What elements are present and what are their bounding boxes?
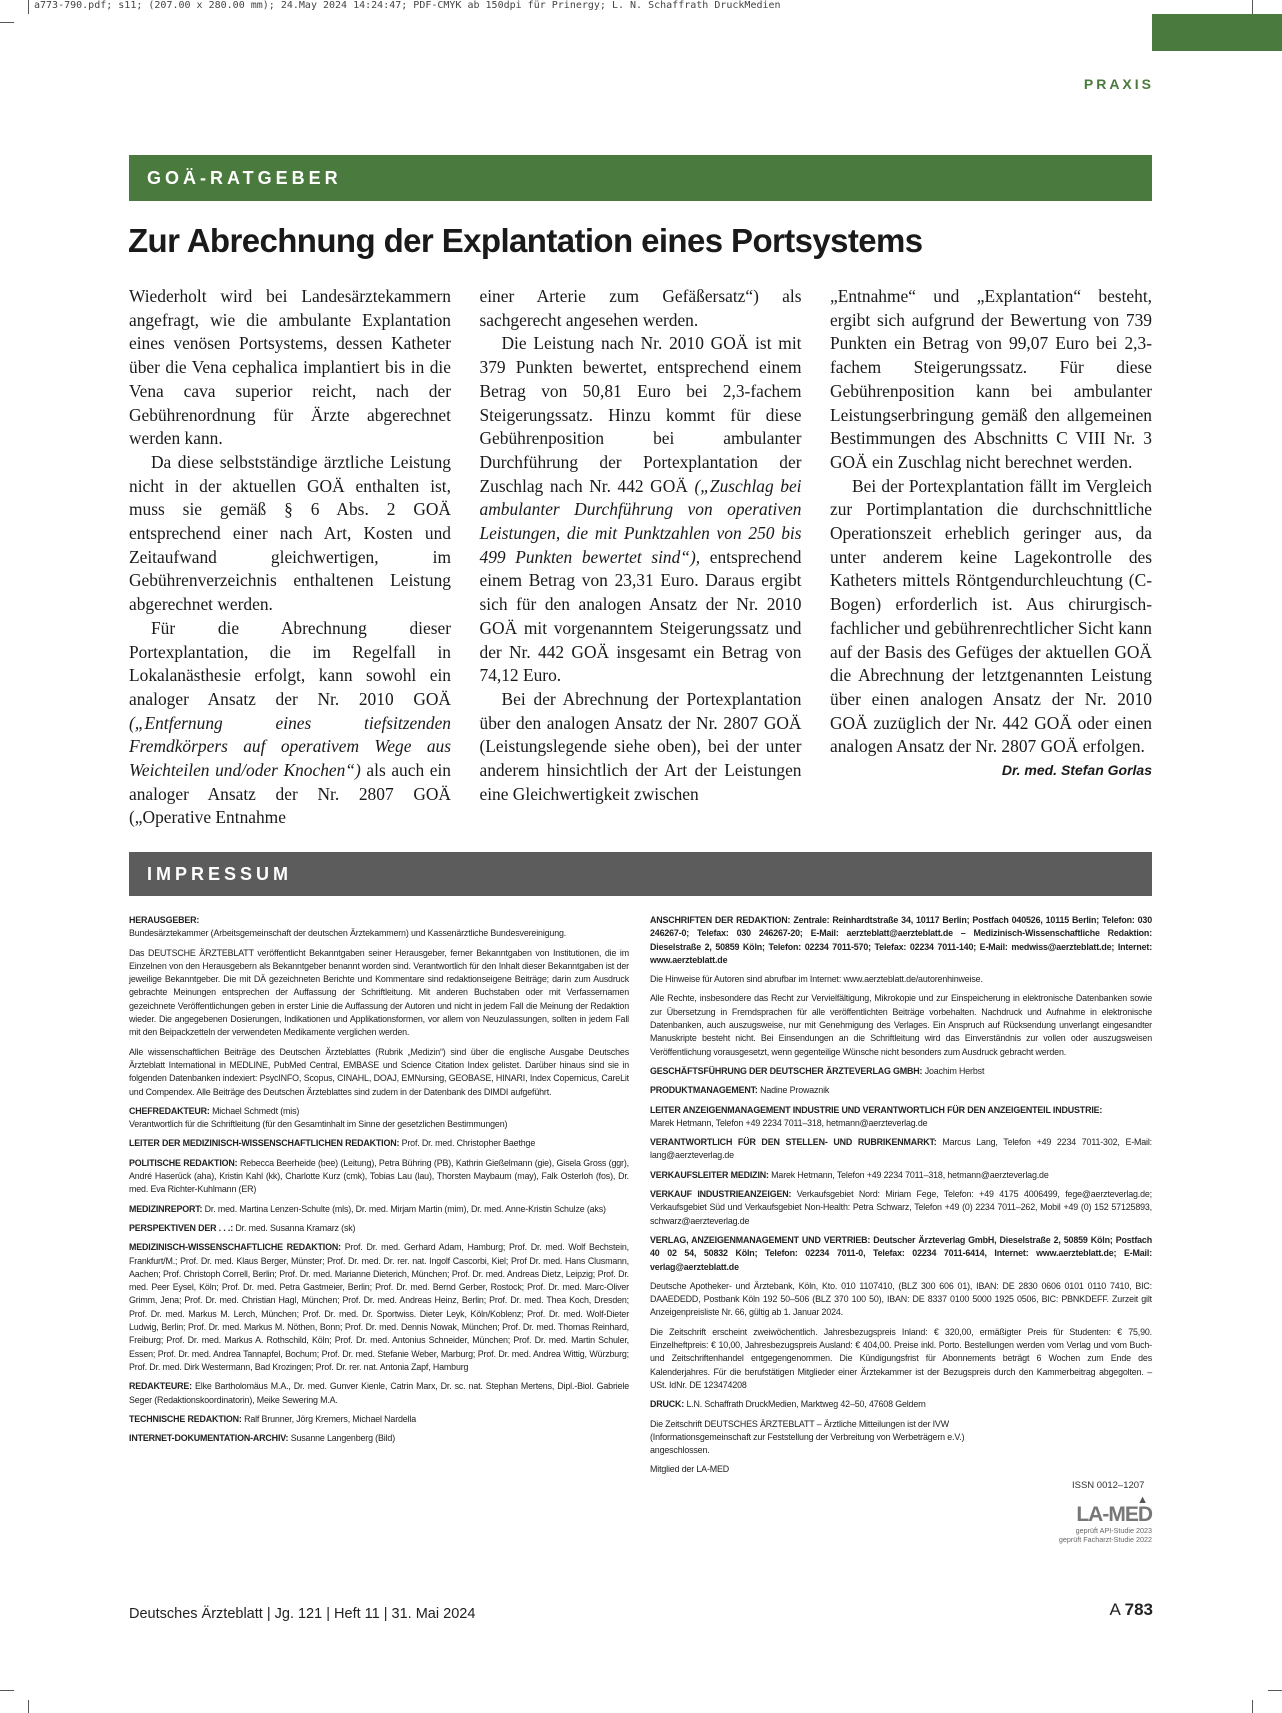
paragraph: Da diese selbstständige ärztliche Leistung nicht in der aktuellen GOÄ enthalten ist, muss sie gemäß § 6 Abs. 2 GOÄ entsprechend einer nach Art, Kosten und Zeitaufwand gleichwertigen, im Gebührenverzeichnis enthaltenen Leistung abgerechnet werden. bbox=[129, 451, 451, 615]
issue-date: 31. Mai 2024 bbox=[391, 1606, 476, 1622]
impressum-block bbox=[129, 1380, 629, 1407]
impressum-block: Deutsche Apotheker- und Ärztebank, Köln, Kto. 010 1107410, (BLZ 300 606 01), IBAN: DE 2830 0606 0101 0110 7410, BIC: DAAEDEDD, Postbank Köln 192 50–506 (BLZ 370 100 50), IBAN: DE 8337 0100 5000 1925 0506, BIC: PBNKDEFF. Zurzeit gilt Anzeigenpreisliste Nr. 66, gültig ab 1. Januar 2024. bbox=[650, 1280, 1152, 1318]
impressum-block: Alle wissenschaftlichen Beiträge des Deutschen Ärzteblattes (Rubrik „Medizin“) sind über die englische Ausgabe Deutsches Ärzteblatt International in MEDLINE, PubMed Central, EMBASE und Science Citation Index gelistet. Darüber hinaus sind sie in folgenden Datenbanken indexiert: PsycINFO, Scopus, CINAHL, DOAJ, EMNursing, GEOBASE, HINARI, Index Copernicus, CareLit und Compendex. Alle Beiträge des Deutschen Ärzteblattes sind zudem in der Datenbank des DIMDI aufgeführt. bbox=[129, 1046, 629, 1097]
impressum-text: Verantwortlich für die Schriftleitung (für den Gesamtinhalt im Sinne der gesetzlichen Bestimmungen) bbox=[129, 1119, 508, 1130]
impressum-block bbox=[129, 1241, 629, 1374]
impressum-label: HERAUSGEBER: bbox=[129, 915, 200, 925]
impressum-label: PERSPEKTIVEN DER . . .: bbox=[129, 1222, 234, 1233]
article-column-3 bbox=[830, 285, 1152, 795]
impressum-text: Susanne Langenberg (Bild) bbox=[290, 1433, 395, 1444]
impressum-label: PRODUKTMANAGEMENT: bbox=[650, 1085, 758, 1096]
impressum-text: Ralf Brunner, Jörg Kremers, Michael Nardella bbox=[244, 1413, 417, 1424]
paragraph bbox=[480, 332, 802, 688]
page-prefix: A bbox=[1109, 1600, 1120, 1619]
rubric-banner bbox=[129, 155, 1152, 201]
crop-mark bbox=[0, 1690, 14, 1691]
article-column-1 bbox=[129, 285, 451, 828]
impressum-block bbox=[129, 1413, 629, 1426]
paragraph: einer Arterie zum Gefäßersatz“) als sachgerecht angesehen werden. bbox=[479, 286, 802, 330]
page-number-value: 783 bbox=[1124, 1600, 1153, 1619]
impressum-text: Marek Hetmann, Telefon +49 2234 7011–318, hetmann@aerzteverlag.de bbox=[650, 1117, 928, 1128]
impressum-label: TECHNISCHE REDAKTION: bbox=[129, 1413, 242, 1424]
impressum-label: POLITISCHE REDAKTION: bbox=[129, 1157, 238, 1168]
impressum-block bbox=[650, 1065, 1152, 1078]
impressum-block: VERLAG, ANZEIGENMANAGEMENT UND VERTRIEB: Deutscher Ärzteverlag GmbH, Dieselstraße 2, 50859 Köln; Postfach 40 02 54, 50832 Köln; Telefon: 02234 7011-0, Telefax: 02234 7011-6414, Internet: www.aerzteblatt.de; E-Mail: verlag@aerzteblatt.de bbox=[650, 1234, 1152, 1272]
impressum-label: LEITER ANZEIGENMANAGEMENT INDUSTRIE UND VERANTWORTLICH FÜR DEN ANZEIGENTEIL INDUSTRIE: bbox=[650, 1104, 1103, 1115]
impressum-label: MEDIZINREPORT: bbox=[129, 1203, 203, 1214]
la-med-caption: geprüft API-Studie 2023 bbox=[1075, 1526, 1152, 1535]
impressum-banner bbox=[129, 852, 1152, 896]
journal-name: Deutsches Ärzteblatt bbox=[129, 1606, 263, 1622]
la-med-badge bbox=[1040, 1494, 1152, 1544]
impressum-text: Rebecca Beerheide (bee) (Leitung), Petra Bühring (PB), Kathrin Gießelmann (gie), Gisela Gross (ggr), André Haserück (aha), Kristin Kahl (kk), Charlotte Kurz (cmk), Tobias Lau (lau), Thorsten Maybaum (may), Falk Osterloh (fos), Dr. med. Eva Richter-Kuhlmann (ER) bbox=[129, 1157, 629, 1195]
text-run: Die Leistung nach Nr. 2010 GOÄ ist mit 379 Punkten bewertet, entsprechend einem Betrag von 50,81 Euro bei 2,3-fachem Steigerungssatz. Hinzu kommt für diese Gebührenposition bei ambulanter Durchführung der Portexplantation der Zuschlag nach Nr. 442 GOÄ bbox=[479, 333, 802, 496]
impressum-text: Michael Schmedt (mis) bbox=[212, 1105, 300, 1116]
paragraph: „Entnahme“ und „Explantation“ besteht, ergibt sich aufgrund der Bewertung von 739 Punkten ein Betrag von 99,07 Euro bei 2,3-fachem Steigerungssatz. Für diese Gebührenposition kann bei ambulanter Leistungserbringung gemäß den allgemeinen Bestimmungen des Abschnitts C VIII Nr. 3 GOÄ ein Zuschlag nicht berechnet werden. bbox=[830, 286, 1152, 472]
crop-mark bbox=[1268, 1690, 1282, 1691]
impressum-block bbox=[650, 1398, 1050, 1411]
impressum-label: DRUCK: bbox=[650, 1399, 685, 1410]
impressum-text: Prof. Dr. med. Christopher Baethge bbox=[401, 1138, 536, 1149]
impressum-label: VERKAUFSLEITER MEDIZIN: bbox=[650, 1169, 769, 1180]
impressum-text: Nadine Prowaznik bbox=[760, 1085, 830, 1096]
text-run: Für die Abrechnung dieser Portexplantation, die im Regelfall in Lokalanästhesie erfolgt, kann sowohl ein analoger Ansatz der Nr. 2010 GOÄ bbox=[129, 617, 451, 709]
paragraph: Wiederholt wird bei Landesärztekammern angefragt, wie die ambulante Explantation eines venösen Portsystems, dessen Katheter über die Vena cephalica implantiert bis in die Vena cava superior reicht, nach der Gebührenordnung für Ärzte abgerechnet werden kann. bbox=[129, 286, 451, 449]
impressum-label: LEITER DER MEDIZINISCH-WISSENSCHAFTLICHEN REDAKTION: bbox=[129, 1138, 400, 1149]
page-number bbox=[1109, 1600, 1153, 1620]
impressum-text: L.N. Schaffrath DruckMedien, Marktweg 42–50, 47608 Geldern bbox=[686, 1399, 926, 1410]
impressum-text: Dr. med. Martina Lenzen-Schulte (mls), Dr. med. Mirjam Martin (mim), Dr. med. Anne-Kristin Schulze (aks) bbox=[204, 1203, 606, 1214]
impressum-text: Bundesärztekammer (Arbeitsgemeinschaft der deutschen Ärztekammern) und Kassenärztliche Bundesvereinigung. bbox=[129, 928, 567, 939]
impressum-block bbox=[129, 1137, 629, 1150]
impressum-left-column bbox=[129, 914, 629, 1451]
impressum-block bbox=[129, 1432, 629, 1445]
impressum-block: Alle Rechte, insbesondere das Recht zur Vervielfältigung, Mikrokopie und zur Einspeicherung in elektronische Datenbanken sowie zur Übersetzung in Fremdsprachen für alle veröffentlichten Beiträge vorbehalten. Nachdruck und Aufnahme in elektronische Datenbanken, auch auszugsweise, nur mit Genehmigung des Verlages. Ein Anspruch auf Rücksendung unverlangt eingesandter Manuskripte besteht nicht. Bei Einsendungen an die Schriftleitung wird das Einverständnis zur vollen oder auszugsweisen Veröffentlichung vorausgesetzt, wenn gegenteilige Wünsche nicht besonders zum Ausdruck gebracht werden. bbox=[650, 993, 1152, 1057]
crop-mark bbox=[0, 22, 14, 23]
impressum-label: VERANTWORTLICH FÜR DEN STELLEN- UND RUBRIKENMARKT: bbox=[650, 1137, 937, 1148]
impressum-block: Die Zeitschrift DEUTSCHES ÄRZTEBLATT – Ärztliche Mitteilungen ist der IVW (Informationsgemeinschaft zur Feststellung der Verbreitung von Werbeträgern e.V.) angeschlossen. bbox=[650, 1418, 965, 1456]
impressum-block bbox=[129, 1105, 629, 1132]
impressum-block: Mitglied der LA-MED bbox=[650, 1464, 730, 1475]
issue: Heft 11 bbox=[334, 1606, 380, 1622]
section-label: PRAXIS bbox=[1083, 76, 1154, 92]
impressum-block: Das DEUTSCHE ÄRZTEBLATT veröffentlicht Bekanntgaben seiner Herausgeber, ferner Bekanntgaben von Institutionen, die im Einzelnen von den Herausgebern als Bekanntgeber benannt worden sind. Verantwortlich für den Inhalt dieser Bekanntgaben ist der jeweilige Bekanntgeber. Die mit DÄ gezeichneten Berichte und Kommentare sind redaktionseigene Beiträge; darin zum Ausdruck gebrachte Meinungen entsprechen der Auffassung der Schriftleitung. Mit anderen Buchstaben oder mit Verfassernamen gezeichnete Veröffentlichungen geben in erster Linie die Auffassung der Autoren und nicht in jedem Fall die Meinung der Redaktion wieder. Die angegebenen Dosierungen, Indikationen und Applikationsformen, vor allem von Neuzulassungen, sollten in jedem Fall mit den Beipackzetteln der verwendeten Medikamente verglichen werden. bbox=[129, 947, 629, 1038]
crop-mark bbox=[1252, 0, 1253, 14]
section-color-tab bbox=[1152, 14, 1282, 51]
impressum-text: Dr. med. Susanna Kramarz (sk) bbox=[235, 1222, 356, 1233]
author-byline: Dr. med. Stefan Gorlas bbox=[1001, 762, 1152, 779]
impressum-text: Verkaufsgebiet Nord: Miriam Fege, Telefon: +49 4175 4006499, fege@aerzteverlag.de; Verkaufsgebiet Süd und Verkaufsgebiet Non-Health: Petra Schwarz, Telefon +49 (0) 2234 7011–262, Mobil +49 (0) 152 57125893, schwarz@aerzteverlag.de bbox=[650, 1189, 1152, 1226]
impressum-block bbox=[129, 1222, 629, 1235]
volume: Jg. 121 bbox=[274, 1606, 323, 1622]
impressum-label: INTERNET-DOKUMENTATION-ARCHIV: bbox=[129, 1433, 289, 1444]
impressum-label: REDAKTEURE: bbox=[129, 1381, 192, 1392]
la-med-caption: geprüft Facharzt-Studie 2022 bbox=[1058, 1535, 1152, 1544]
rubric-label: GOÄ-RATGEBER bbox=[147, 167, 342, 188]
impressum-text: Joachim Herbst bbox=[924, 1065, 985, 1076]
impressum-text: Elke Bartholomäus M.A., Dr. med. Gunver Kienle, Catrin Marx, Dr. sc. nat. Stephan Mertens, Dipl.-Biol. Gabriele Seger (Redaktionskoordinatorin), Meike Sewering M.A. bbox=[129, 1381, 629, 1405]
impressum-block bbox=[650, 1136, 1152, 1163]
impressum-block bbox=[650, 1169, 1152, 1182]
impressum-label: GESCHÄFTSFÜHRUNG DER DEUTSCHER ÄRZTEVERLAG GMBH: bbox=[650, 1065, 923, 1076]
impressum-block bbox=[650, 1104, 1152, 1131]
issn: ISSN 0012–1207 bbox=[1072, 1480, 1145, 1491]
impressum-label: CHEFREDAKTEUR: bbox=[129, 1105, 210, 1116]
text-run: Bei der Portexplantation fällt im Vergleich zur Portimplantation die durchschnittliche Operationszeit erheblich geringer aus, da unter anderem keine Lagekontrolle des Katheters mittels Röntgendurchleuchtung (C-Bogen) erforderlich ist. Aus chirurgisch-fachlicher und gebührenrechtlicher Sicht kann auf der Basis des Gefüges der aktuellen GOÄ die Abrechnung der letztgenannten Leistung über einen analogen Ansatz der Nr. 2010 GOÄ zuzüglich der Nr. 442 GOÄ oder einen analogen Ansatz der Nr. 2807 GOÄ erfolgen. bbox=[830, 475, 1152, 757]
footer-citation: Deutsches Ärzteblatt | Jg. 121 | Heft 11 | 31. Mai 2024 bbox=[129, 1606, 476, 1622]
crop-mark bbox=[28, 1700, 29, 1713]
paragraph: Bei der Abrechnung der Portexplantation über den analogen Ansatz der Nr. 2807 GOÄ (Leistungslegende siehe oben), bei der unter anderem hinsichtlich der Art der Leistungen eine Gleichwertigkeit zwischen bbox=[479, 688, 802, 804]
impressum-label: MEDIZINISCH-WISSENSCHAFTLICHE REDAKTION: bbox=[129, 1242, 341, 1253]
impressum-block bbox=[129, 1203, 629, 1216]
impressum-text: Prof. Dr. med. Gerhard Adam, Hamburg; Prof. Dr. med. Wolf Bechstein, Frankfurt/M.; Prof. Dr. med. Klaus Berger, Münster; Prof. Dr. med. Dr. rer. nat. Ingolf Cascorbi, Kiel; Prof Dr. med. Hans Clusmann, Aachen; Prof. Christoph Correll, Berlin; Prof. Dr. med. Marianne Dieterich, München; Prof. Dr. med. Andreas Dietz, Leipzig; Prof. Dr. med. Peer Eysel, Köln; Prof. Dr. med. Petra Gastmeier, Berlin; Prof. Dr. med. Bernd Gerber, Rostock; Prof. Dr. med. Marc-Oliver Grimm, Jena; Prof. Dr. med. Christian Hagl, München; Prof. Dr. med. Andreas Heinz, Berlin; Prof. Dr. med. Thea Koch, Dresden; Prof. Dr. med. Markus M. Lerch, München; Prof. Dr. med. Dr. Sportwiss. Dieter Leyk, Köln/Koblenz; Prof. Dr. med. Wolf-Dieter Ludwig, Berlin; Prof. Dr. med. Markus M. Nöthen, Bonn; Prof. Dr. med. Dennis Nowak, München; Prof. Dr. med. Thomas Reinhard, Freiburg; Prof. Dr. med. Markus A. Rothschild, Köln; Prof. Dr. med. Antonius Schneider, München; Prof. Dr. med. Martin Schuler, Essen; Prof. Dr. med. Andrea Tannapfel, Bochum; Prof. Dr. med. Stefanie Weber, Marburg; Prof. Dr. med. Andrea Wittig, Würzburg; Prof. Dr. med. Dirk Westermann, Bad Krozingen; Prof. Dr. rer. nat. Antonia Zapf, Hamburg bbox=[129, 1242, 629, 1372]
impressum-label: VERKAUF INDUSTRIEANZEIGEN: bbox=[650, 1189, 792, 1200]
crop-mark bbox=[1252, 1700, 1253, 1713]
text-run: entsprechend einem Betrag von 23,31 Euro. Daraus ergibt sich für den analogen Ansatz der Nr. 2010 GOÄ mit vorgenanntem Steigerungssatz und der Nr. 442 GOÄ insgesamt ein Betrag von 74,12 Euro. bbox=[479, 546, 802, 686]
impressum-block bbox=[129, 1157, 629, 1197]
print-info: a773-790.pdf; s11; (207.00 x 280.00 mm); 24.May 2024 14:24:47; PDF-CMYK ab 150dpi für Prinergy; L. N. Schaffrath DruckMedien bbox=[34, 0, 781, 11]
impressum-text: Marek Hetmann, Telefon +49 2234 7011–318, hetmann@aerzteverlag.de bbox=[771, 1169, 1049, 1180]
impressum-block: Die Hinweise für Autoren sind abrufbar im Internet: www.aerzteblatt.de/autorenhinweise. bbox=[650, 974, 983, 985]
warning-triangle-icon: ▲ bbox=[1137, 1494, 1148, 1506]
paragraph bbox=[830, 475, 1152, 779]
impressum-text: Marcus Lang, Telefon +49 2234 7011-302, E-Mail: lang@aerzteverlag.de bbox=[650, 1137, 1153, 1161]
impressum-block bbox=[650, 1188, 1152, 1228]
impressum-block: Die Zeitschrift erscheint zweiwöchentlich. Jahresbezugspreis Inland: € 320,00, ermäßigter Preis für Studenten: € 75,90. Einzelheftpreis: € 10,00, Jahresbezugspreis Ausland: € 404,00. Preise inkl. Porto. Bestellungen werden vom Verlag und vom Buch- und Zeitschriftenhandel entgegengenommen. Die Kündigungsfrist für Abonnements beträgt 6 Wochen zum Ende des Kalenderjahres. Für die berufstätigen Mitglieder einer Ärztekammer ist der Bezugspreis durch den Kammerbeitrag abgegolten. – USt. IdNr. DE 123474208 bbox=[650, 1326, 1152, 1390]
article-body bbox=[129, 285, 1152, 828]
article-headline: Zur Abrechnung der Explantation eines Portsystems bbox=[128, 222, 923, 259]
impressum-block: ANSCHRIFTEN DER REDAKTION: Zentrale: Reinhardtstraße 34, 10117 Berlin; Postfach 040526, 10115 Berlin; Telefon: 030 246267-0; Telefax: 030 246267-20; E-Mail: aerzteblatt@aerzteblatt.de – Medizinisch-Wissenschaftliche Redaktion: Dieselstraße 2, 50859 Köln; Telefon: 02234 7011-570; Telefax: 02234 7011-140; E-Mail: medwiss@aerzteblatt.de; Internet: www.aerzteblatt.de bbox=[650, 915, 1152, 965]
quotation: („Entfernung eines tiefsitzenden Fremdkörpers auf operativem Wege aus Weichteilen und/oder Knochen“) bbox=[129, 712, 451, 781]
article-column-2 bbox=[479, 285, 802, 804]
crop-mark bbox=[28, 0, 29, 14]
la-med-logo: LA-MED bbox=[1076, 1503, 1152, 1526]
paragraph bbox=[129, 617, 451, 830]
impressum-block bbox=[129, 914, 629, 941]
quotation: („Zuschlag bei ambulanter Durchführung von operativen Leistungen, die mit Punktzahlen von 250 bis 499 Punkten bewertet sind“), bbox=[479, 475, 802, 567]
impressum-block bbox=[650, 1084, 1152, 1097]
impressum-right-column bbox=[650, 914, 1152, 1483]
impressum-title: IMPRESSUM bbox=[147, 863, 293, 884]
text-run: als auch ein analoger Ansatz der Nr. 2807 GOÄ („Operative Entnahme bbox=[129, 760, 451, 828]
